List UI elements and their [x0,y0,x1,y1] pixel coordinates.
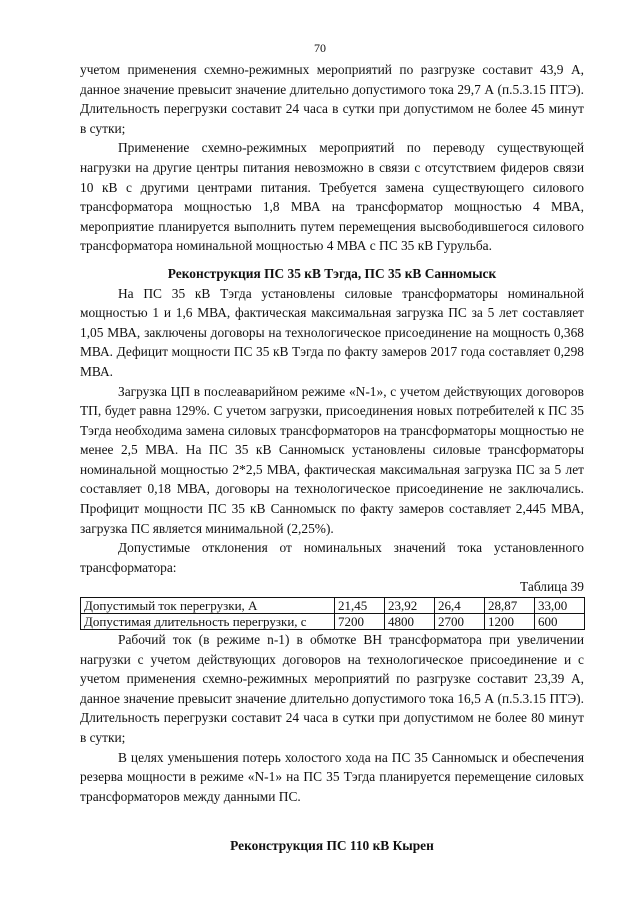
table-cell: 23,92 [385,598,435,614]
section-heading: Реконструкция ПС 35 кВ Тэгда, ПС 35 кВ Санномыск [167,265,497,281]
table-cell: 28,87 [485,598,535,614]
paragraph: На ПС 35 кВ Тэгда установлены силовые трансформаторы номинальной мощностью 1 и 1,6 МВА, фактическая максимальная загрузка ПС за 5 лет составляет 1,05 МВА, заключены договоры на технологическое присоединение на мощность 0,368 МВА. Дефицит мощности ПС 35 кВ Тэгда по факту замеров 2017 года составляет 0,298 МВА. [80,285,584,379]
table-cell: 4800 [385,614,435,630]
table-cell: 1200 [485,614,535,630]
paragraph: В целях уменьшения потерь холостого хода на ПС 35 Санномыск и обеспечения резерва мощности в режиме «N-1» на ПС 35 Тэгда планируется перемещение силовых трансформаторов между данными ПС. [80,749,584,804]
paragraph: учетом применения схемно-режимных мероприятий по разгрузке составит 43,9 А, данное значение превысит значение длительно допустимого тока 29,7 А (п.5.3.15 ПТЭ). Длительность перегрузки составит 24 часа в сутки при допустимом не более 45 минут в сутки; [80,62,584,136]
table-row-label: Допустимый ток перегрузки, А [81,598,335,614]
table-cell: 7200 [335,614,385,630]
table-cell: 33,00 [535,598,585,614]
document-body [80,60,584,856]
table-cell: 26,4 [435,598,485,614]
section-heading: Реконструкция ПС 110 кВ Кырен [230,838,434,854]
table-row [81,598,585,614]
table-row-label: Допустимая длительность перегрузки, с [81,614,335,630]
page-number: 70 [314,41,326,55]
table-cell: 600 [535,614,585,630]
table-cell: 21,45 [335,598,385,614]
paragraph: Применение схемно-режимных мероприятий по переводу существующей нагрузки на другие центры питания невозможно в связи с отсутствием фидеров связи 10 кВ с другими центрами питания. Требуется замена существующего силового трансформатора мощностью 1,8 МВА на трансформатор мощностью 4 МВА, мероприятие планируется выполнить путем перемещения высвободившегося силового трансформатора номинальной мощностью 4 МВА с ПС 35 кВ Гурульба. [80,140,584,254]
paragraph: Допустимые отклонения от номинальных значений тока установленного трансформатора: [80,540,584,575]
overload-table [80,597,585,630]
table-row [81,614,585,630]
table-caption: Таблица 39 [520,579,584,595]
table-cell: 2700 [435,614,485,630]
paragraph: Рабочий ток (в режиме n-1) в обмотке ВН трансформатора при увеличении нагрузки с учетом действующих договоров на технологическое присоединение и с учетом применения схемно-режимных мероприятий по разгрузке составит 23,39 А, данное значение превысит значение длительно допустимого тока 16,5 А (п.5.3.15 ПТЭ). Длительность перегрузки составит 24 часа в сутки при допустимом не более 80 минут в сутки; [80,632,584,745]
paragraph: Загрузка ЦП в послеаварийном режиме «N-1», с учетом действующих договоров ТП, будет равна 129%. С учетом загрузки, присоединения новых потребителей к ПС 35 Тэгда необходима замена силовых трансформаторов на трансформаторы мощностью не менее 2,5 МВА. На ПС 35 кВ Санномыск установлены силовые трансформаторы номинальной мощностью 2*2,5 МВА, фактическая максимальная загрузка ПС за 5 лет составляет 0,18 МВА, договоры на технологическое присоединение не заключались. Профицит мощности ПС 35 кВ Санномыск по факту замеров составляет 2,445 МВА, загрузка ПС является минимальной (2,25%). [80,383,584,536]
